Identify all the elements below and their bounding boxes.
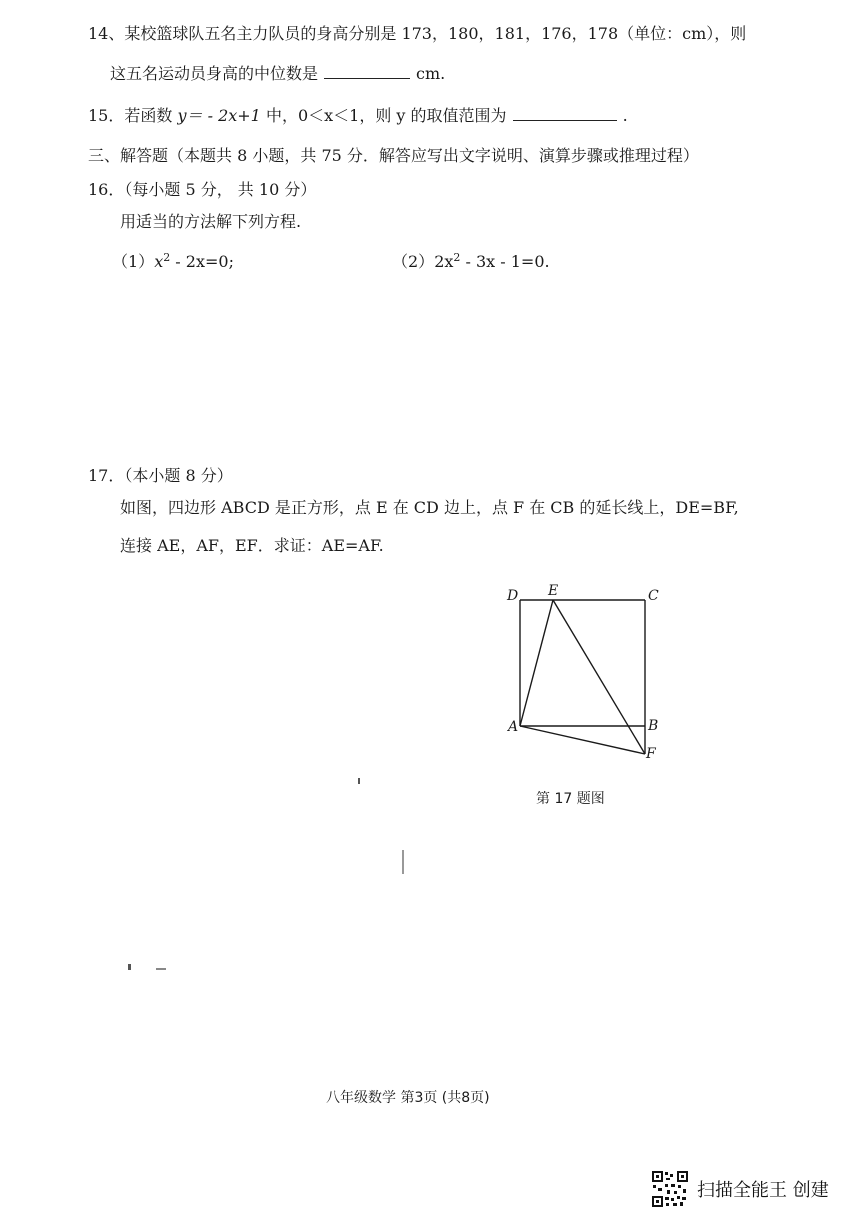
segment-EF xyxy=(553,600,645,754)
label-D: D xyxy=(507,588,519,604)
q16-problem-2 xyxy=(392,252,550,272)
scan-speck xyxy=(128,964,131,970)
qr-code-icon xyxy=(651,1170,689,1208)
q14-answer-blank[interactable] xyxy=(324,64,410,79)
q14-line2-pre: 这五名运动员身高的中位数是 xyxy=(110,64,319,83)
page-footer: 八年级数学 第3页 (共8页) xyxy=(326,1090,490,1106)
q16-p2-base: 2x xyxy=(434,252,454,271)
q17-figure xyxy=(495,580,675,790)
label-C: C xyxy=(648,588,659,604)
q16-p1-exp: 2 xyxy=(163,251,171,264)
segment-AF xyxy=(520,726,645,754)
figure-caption: 第 17 题图 xyxy=(536,791,605,807)
section3-text: 三、解答题（本题共 8 小题，共 75 分．解答应写出文字说明、演算步骤或推理过程） xyxy=(88,146,699,165)
q14-line2-post: cm. xyxy=(416,64,446,83)
q17-head-text: 17．（本小题 8 分） xyxy=(88,466,233,485)
q17-line2 xyxy=(120,536,384,556)
q16-head-text: 16．（每小题 5 分， 共 10 分） xyxy=(88,180,317,199)
scan-speck xyxy=(358,778,360,784)
scanner-watermark xyxy=(651,1170,829,1208)
q15-line xyxy=(88,106,628,126)
q16-p2-label: （2） xyxy=(392,252,435,271)
q16-head xyxy=(88,180,316,200)
segment-AE xyxy=(520,600,553,726)
label-B: B xyxy=(648,718,659,734)
label-A: A xyxy=(508,719,519,735)
q16-p2-exp: 2 xyxy=(453,251,461,264)
scan-speck xyxy=(402,850,404,874)
q16-p1-rest: - 2x=0; xyxy=(170,252,234,271)
q15-answer-blank[interactable] xyxy=(513,106,617,121)
scan-speck xyxy=(156,968,166,970)
q14-line2 xyxy=(110,64,445,84)
q16-problem-1 xyxy=(112,252,234,272)
q14-text: 14、某校篮球队五名主力队员的身高分别是 173，180，181，176，178（单位：cm），则 xyxy=(88,24,747,43)
q16-p1-base: x xyxy=(154,252,164,271)
q16-p2-rest: - 3x - 1=0. xyxy=(460,252,550,271)
q14-line1 xyxy=(88,24,746,44)
section3-heading xyxy=(88,146,699,166)
q17-line1-text: 如图，四边形 ABCD 是正方形，点 E 在 CD 边上，点 F 在 CB 的延长线上，DE=BF, xyxy=(120,498,739,517)
q16-intro-text: 用适当的方法解下列方程. xyxy=(120,212,302,231)
q15-mid: 中，0＜x＜1，则 y 的取值范围为 xyxy=(260,106,507,125)
q15-post: . xyxy=(622,106,628,125)
q15-pre: 15．若函数 xyxy=(88,106,178,125)
label-E: E xyxy=(548,583,559,599)
q17-head xyxy=(88,466,233,486)
q17-line2-text: 连接 AE，AF，EF．求证：AE=AF. xyxy=(120,536,384,555)
label-F: F xyxy=(646,746,656,762)
q17-line1 xyxy=(120,498,739,518)
q16-p1-label: （1） xyxy=(112,252,155,271)
watermark-text: 扫描全能王 创建 xyxy=(697,1180,829,1201)
q15-function: y＝ - 2x+1 xyxy=(177,106,261,125)
q16-intro xyxy=(120,212,301,232)
